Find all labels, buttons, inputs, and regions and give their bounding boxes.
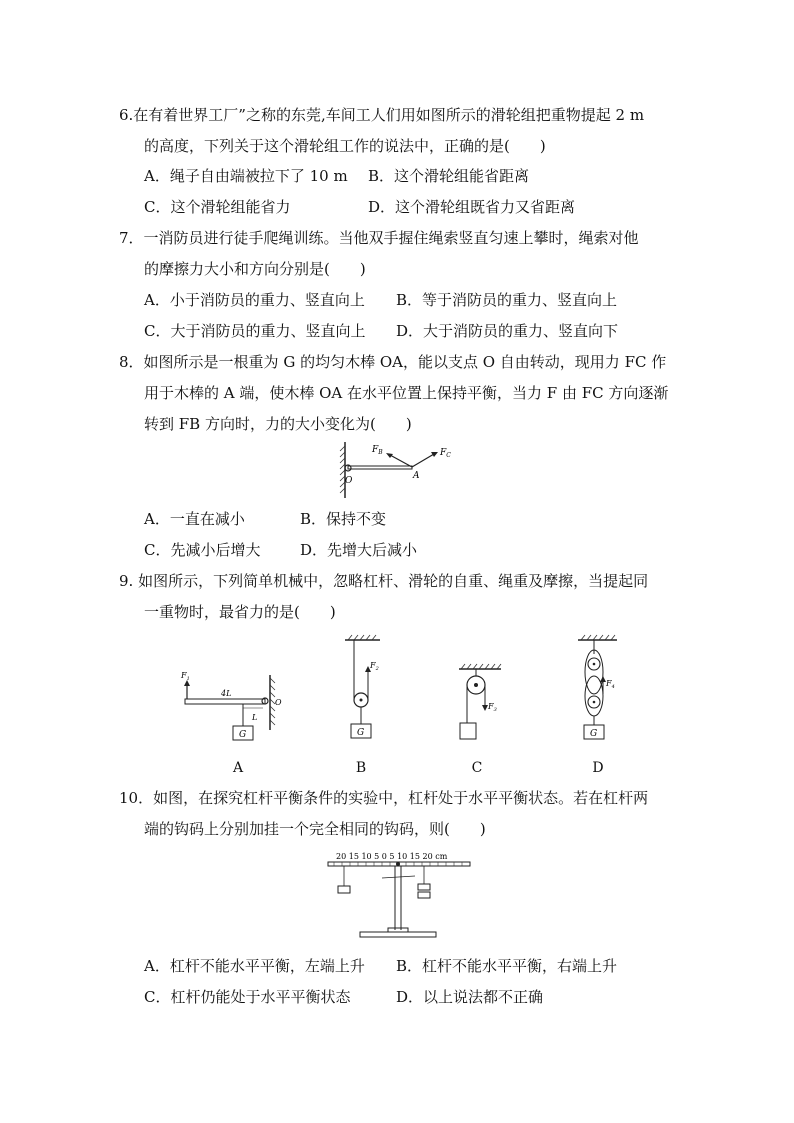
machine-d-force-label: $F_4$ — [606, 679, 615, 690]
scale-numbers: 20 15 10 5 0 5 10 15 20 cm — [336, 852, 448, 861]
question-8-option-a: A．一直在减小 — [144, 510, 245, 528]
figure-label-c: C — [471, 760, 483, 776]
question-6-option-a: A．绳子自由端被拉下了 10 m — [144, 167, 348, 185]
question-6-option-c: C．这个滑轮组能省力 — [144, 198, 291, 216]
lever-balance-apparatus-figure — [322, 848, 477, 943]
question-8-line-2: 用于木棒的 A 端，使木棒 OA 在水平位置上保持平衡，当力 F 由 FC 方向逐渐 — [144, 384, 669, 402]
machine-d-pulley-block-figure — [573, 632, 623, 747]
label-fulcrum-o: O — [275, 698, 282, 707]
question-7-option-b: B．等于消防员的重力、竖直向上 — [396, 291, 618, 309]
question-6-option-b: B．这个滑轮组能省距离 — [368, 167, 530, 185]
question-10-option-c: C．杠杆仍能处于水平平衡状态 — [144, 988, 351, 1006]
question-10-option-d: D．以上说法都不正确 — [396, 988, 544, 1006]
question-8-option-c: C．先减小后增大 — [144, 541, 261, 559]
question-9-line-2: 一重物时，最省力的是( ) — [144, 603, 336, 621]
question-10-option-b: B．杠杆不能水平平衡，右端上升 — [396, 957, 618, 975]
machine-a-lever-figure — [175, 660, 290, 745]
machine-b-movable-pulley-figure — [340, 632, 385, 747]
machine-c-force-label: $F_3$ — [488, 702, 497, 713]
question-7-option-d: D．大于消防员的重力、竖直向下 — [396, 322, 619, 340]
label-l: L — [252, 713, 258, 722]
question-7-line-1: 7．一消防员进行徒手爬绳训练。当他双手握住绳索竖直匀速上攀时，绳索对他 — [119, 229, 639, 247]
figure-label-d: D — [592, 760, 604, 776]
label-a: A — [413, 471, 420, 481]
label-4l: 4L — [221, 689, 232, 698]
machine-b-force-label: $F_2$ — [370, 661, 379, 672]
question-7-option-a: A．小于消防员的重力、竖直向上 — [144, 291, 365, 309]
label-o: O — [345, 476, 353, 486]
question-10-line-1: 10．如图，在探究杠杆平衡条件的实验中，杠杆处于水平平衡状态。若在杠杆两 — [119, 789, 649, 807]
question-10-line-2: 端的钩码上分别加挂一个完全相同的钩码，则( ) — [144, 820, 486, 838]
machine-b-weight-label: G — [357, 728, 365, 738]
question-8-line-1: 8．如图所示是一根重为 G 的均匀木棒 OA，能以支点 O 自由转动，现用力 FC 作 — [119, 353, 667, 371]
figure-label-b: B — [355, 760, 367, 776]
machine-d-weight-label: G — [590, 729, 598, 739]
label-fb: $F_B$ — [372, 445, 383, 456]
machine-a-force-label: $F_1$ — [181, 671, 190, 682]
lever-oa-figure — [330, 440, 470, 500]
question-6-line-1: 6.在有着世界工厂”之称的东莞,车间工人们用如图所示的滑轮组把重物提起 2 m — [119, 106, 645, 124]
question-10-option-a: A．杠杆不能水平平衡，左端上升 — [144, 957, 365, 975]
machine-a-weight-label: G — [239, 730, 247, 740]
question-8-option-d: D．先增大后减小 — [300, 541, 418, 559]
label-fc: $F_C$ — [440, 448, 451, 459]
question-8-line-3: 转到 FB 方向时，力的大小变化为( ) — [144, 415, 412, 433]
figure-label-a: A — [232, 760, 244, 776]
question-8-option-b: B．保持不变 — [300, 510, 387, 528]
machine-c-fixed-pulley-figure — [455, 663, 505, 748]
question-7-option-c: C．大于消防员的重力、竖直向上 — [144, 322, 366, 340]
question-7-line-2: 的摩擦力大小和方向分别是( ) — [144, 260, 366, 278]
question-6-option-d: D．这个滑轮组既省力又省距离 — [368, 198, 576, 216]
question-9-line-1: 9. 如图所示，下列简单机械中，忽略杠杆、滑轮的自重、绳重及摩擦，当提起同 — [119, 572, 649, 590]
question-6-line-2: 的高度，下列关于这个滑轮组工作的说法中，正确的是( ) — [144, 137, 546, 155]
